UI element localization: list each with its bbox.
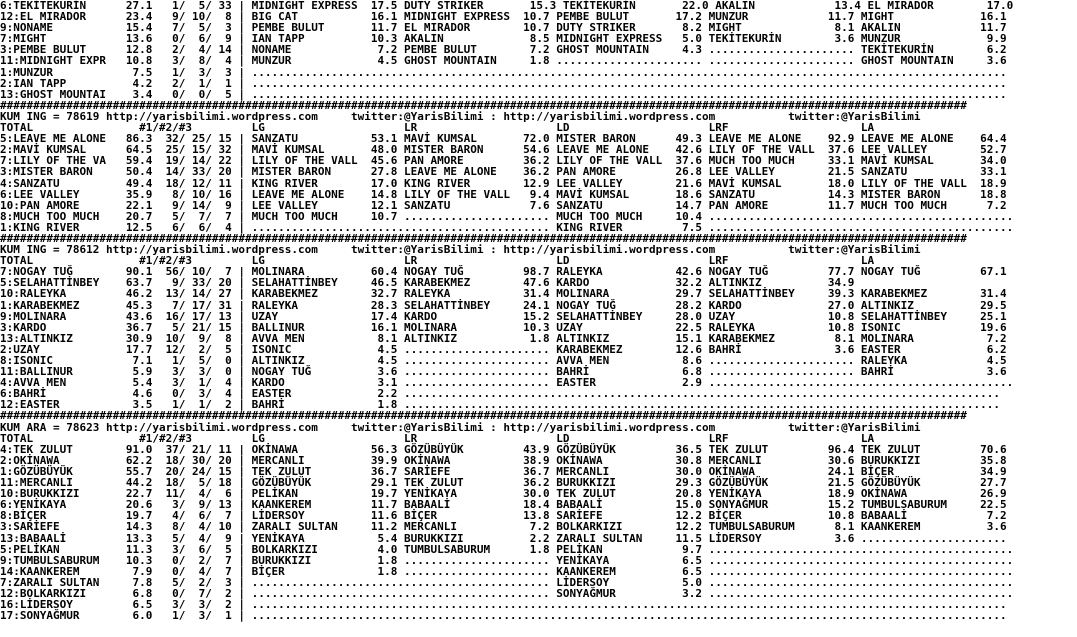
horse-row: 4:TEK ZULUT 91.0 37/ 21/ 11 | OKİNAWA 56.3 GÖZÜBÜYÜK 43.9 GÖZÜBÜYÜK 36.5 TEK ZULUT 96.4 TEK ZULUT 70.6 bbox=[0, 442, 1007, 456]
section-divider: ################################################################################################################################################## bbox=[0, 98, 967, 112]
horse-row: 3:SARİEFE 14.3 8/ 4/ 10 | ZARALI SULTAN 11.2 MERCANLI 7.2 BOLKARKIZI 12.2 TUMBULSABURUM 8.1 KAANKEREM 3.6 bbox=[0, 520, 1007, 534]
horse-row: 16:LİDERSOY 6.5 3/ 3/ 2 | .................................................................................................................. bbox=[0, 598, 1007, 612]
horse-row: 3:KARDO 36.7 5/ 21/ 15 | BALLINUR 16.1 MOLINARA 10.3 UZAY 22.5 RALEYKA 10.8 ISONIC 19.6 bbox=[0, 320, 1007, 334]
horse-row: 17:SONYAĞMUR 6.0 1/ 3/ 1 | .................................................................................................................. bbox=[0, 609, 1007, 623]
race-header: KUM ARA = 78623 http://yarisbilimi.wordpress.com twitter:@YarisBilimi : http://yarisbilimi.wordpress.com twitter:@YarisBilimi bbox=[0, 420, 921, 434]
horse-row: 6:TEKİTEKURİN 27.1 1/ 5/ 33 | MIDNIGHT EXPRESS 17.5 DUTY STRIKER 15.3 TEKİTEKURİN 22.0 AKALIN 13.4 EL MIRADOR 17.0 bbox=[0, 0, 1014, 12]
horse-row: 8:MUCH TOO MUCH 20.7 5/ 7/ 7 | MUCH TOO MUCH 10.7 ...................... MUCH TOO MUCH 10.4 .............................................. bbox=[0, 209, 1014, 223]
horse-row: 8:ISONIC 7.1 1/ 5/ 0 | ALTINKIZ 4.5 ...................... AVVA MEN 8.6 ...................... RALEYKA 4.5 bbox=[0, 354, 1007, 367]
horse-row: 8:BİÇER 19.7 4/ 6/ 7 | LİDERSOY 11.6 BİÇER 13.8 SARİEFE 12.2 BİÇER 10.8 BABAALİ 7.2 bbox=[0, 509, 1007, 523]
horse-row: 6:BAHRİ 4.6 0/ 3/ 4 | EASTER 2.2 .......................................................................................... bbox=[0, 387, 1001, 401]
horse-row: 3:MISTER BARON 50.4 14/ 33/ 20 | MISTER BARON 27.8 LEAVE ME ALONE 36.2 PAN AMORE 26.8 LEE VALLEY 21.5 SANZATU 33.1 bbox=[0, 165, 1007, 179]
horse-row: 4:AVVA MEN 5.4 3/ 1/ 4 | KARDO 3.1 ...................... EASTER 2.9 .............................................. bbox=[0, 376, 1014, 390]
horse-row: 12:EL MIRADOR 23.4 9/ 10/ 8 | BIG CAT 16.1 MIDNIGHT EXPRESS 10.7 PEMBE BULUT 17.2 MUNZUR 11.7 MIGHT 16.1 bbox=[0, 10, 1007, 24]
horse-row: 14:KAANKEREM 7.9 0/ 4/ 7 | BİÇER 1.8 ...................... KAANKEREM 6.5 .............................................. bbox=[0, 564, 1014, 578]
horse-row: 1:MUNZUR 7.5 1/ 3/ 3 | .................................................................................................................. bbox=[0, 65, 1007, 79]
section-divider: ################################################################################################################################################## bbox=[0, 231, 967, 245]
horse-row: 9:TUMBULSABURUM 10.3 0/ 2/ 7 | BURUKKIZI 1.8 ...................... YENİKAYA 6.5 .............................................. bbox=[0, 553, 1014, 567]
horse-row: 11:BALLINUR 5.9 3/ 3/ 0 | NOGAY TUĞ 3.6 ...................... BAHRİ 6.8 ...................... BAHRİ 3.6 bbox=[0, 365, 1007, 379]
horse-row: 10:RALEYKA 46.2 13/ 14/ 27 | KARABEKMEZ 32.7 RALEYKA 31.4 MOLINARA 29.7 SELAHATTİNBEY 39.3 KARABEKMEZ 31.4 bbox=[0, 287, 1007, 301]
horse-row: 10:BURUKKIZI 22.7 11/ 4/ 6 | PELİKAN 19.7 YENİKAYA 30.0 TEK ZULUT 20.8 YENİKAYA 18.9 OKİNAWA 26.9 bbox=[0, 487, 1007, 501]
horse-row: 7:MIGHT 13.6 0/ 6/ 9 | IAN TAPP 10.3 AKALIN 8.5 MIDNIGHT EXPRESS 5.0 TEKİTEKURİN 3.6 MUNZUR 9.9 bbox=[0, 32, 1007, 46]
race-header: KUM ING = 78612 http://yarisbilimi.wordpress.com twitter:@YarisBilimi : http://yarisbilimi.wordpress.com twitter:@YarisBilimi bbox=[0, 243, 921, 257]
horse-row: 6:LEE VALLEY 35.9 8/ 10/ 16 | LEAVE ME ALONE 14.8 LILY OF THE VALL 9.4 MAVİ KUMSAL 18.6 SANZATU 14.3 MISTER BARON 18.8 bbox=[0, 187, 1007, 201]
column-header: TOTAL #1/#2/#3 LG LR LD LRF LA bbox=[0, 121, 875, 135]
horse-row: 7:NOGAY TUĞ 90.1 56/ 10/ 7 | MOLINARA 60.4 NOGAY TUĞ 98.7 RALEYKA 42.6 NOGAY TUĞ 77.7 NOGAY TUĞ 67.1 bbox=[0, 265, 1007, 279]
horse-row: 11:MERCANLI 44.2 18/ 5/ 18 | GÖZÜBÜYÜK 29.1 TEK ZULUT 36.2 BURUKKIZI 29.3 GÖZÜBÜYÜK 21.5 GÖZÜBÜYÜK 27.7 bbox=[0, 476, 1007, 490]
horse-row: 6:YENİKAYA 20.6 3/ 9/ 13 | KAANKEREM 11.7 BABAALİ 18.4 BABAALİ 15.0 SONYAĞMUR 15.2 TUMBULSABURUM 22.5 bbox=[0, 498, 1007, 512]
race-header: KUM ING = 78619 http://yarisbilimi.wordpress.com twitter:@YarisBilimi : http://yarisbilimi.wordpress.com twitter:@YarisBilimi bbox=[0, 109, 921, 123]
horse-row: 13:BABAALİ 13.3 5/ 4/ 9 | YENİKAYA 5.4 BURUKKIZI 2.2 ZARALI SULTAN 11.5 LİDERSOY 3.6 ...................... bbox=[0, 531, 1007, 545]
horse-row: 5:PELİKAN 11.3 3/ 6/ 5 | BOLKARKIZI 4.0 TUMBULSABURUM 1.8 PELİKAN 9.7 .............................................. bbox=[0, 542, 1014, 556]
horse-row: 11:MIDNIGHT EXPR 10.8 3/ 8/ 4 | MUNZUR 4.5 GHOST MOUNTAIN 1.8 ...................... ...................... GHOST MOUNTAIN 3.6 bbox=[0, 54, 1007, 68]
horse-row: 10:PAN AMORE 22.1 9/ 14/ 9 | LEE VALLEY 12.1 SANZATU 7.6 SANZATU 14.7 PAN AMORE 11.7 MUCH TOO MUCH 7.2 bbox=[0, 198, 1007, 212]
horse-row: 2:UZAY 17.7 12/ 2/ 5 | ISONIC 4.5 ...................... KARABEKMEZ 12.6 BAHRİ 3.6 EASTER 6.2 bbox=[0, 342, 1007, 356]
horse-row: 12:BOLKARKIZI 6.8 0/ 7/ 2 | ............................................. SONYAĞMUR 3.2 .............................................. bbox=[0, 586, 1014, 600]
horse-row: 13:ALTINKIZ 30.9 10/ 9/ 8 | AVVA MEN 8.1 ALTINKIZ 1.8 ALTINKIZ 15.1 KARABEKMEZ 8.1 MOLINARA 7.2 bbox=[0, 331, 1007, 345]
horse-row: 7:ZARALI SULTAN 7.8 5/ 2/ 3 | ............................................. LİDERSOY 5.0 .............................................. bbox=[0, 575, 1014, 589]
horse-row: 3:PEMBE BULUT 12.8 2/ 4/ 14 | NONAME 7.2 PEMBE BULUT 7.2 GHOST MOUNTAIN 4.3 ...................... TEKİTEKURİN 6.2 bbox=[0, 43, 1007, 57]
horse-row: 5:LEAVE ME ALONE 86.3 32/ 25/ 15 | SANZATU 53.1 MAVİ KUMSAL 72.0 MISTER BARON 49.3 LEAVE ME ALONE 92.9 LEAVE ME ALONE 64.4 bbox=[0, 132, 1007, 146]
section-divider: ################################################################################################################################################## bbox=[0, 409, 967, 423]
column-header: TOTAL #1/#2/#3 LG LR LD LRF LA bbox=[0, 254, 875, 268]
horse-row: 2:MAVİ KUMSAL 64.5 25/ 15/ 32 | MAVİ KUMSAL 48.0 MISTER BARON 54.6 LEAVE ME ALONE 42.6 LILY OF THE VALL 37.6 LEE VALLEY 52.7 bbox=[0, 143, 1007, 157]
horse-row: 7:LILY OF THE VA 59.4 19/ 14/ 22 | LILY OF THE VALL 45.6 PAN AMORE 36.2 LILY OF THE VALL 37.6 MUCH TOO MUCH 33.1 MAVİ KUMSAL 34.0 bbox=[0, 154, 1007, 168]
horse-row: 2:OKİNAWA 62.2 18/ 30/ 20 | MERCANLI 39.9 OKİNAWA 38.9 OKİNAWA 30.8 MERCANLI 30.6 BURUKKIZI 35.8 bbox=[0, 453, 1007, 467]
horse-row: 12:EASTER 3.5 1/ 1/ 2 | BAHRİ 1.8 .......................................................................................... bbox=[0, 398, 1001, 412]
horse-row: 1:GÖZÜBÜYÜK 55.7 20/ 24/ 15 | TEK ZULUT 36.7 SARİEFE 36.7 MERCANLI 30.0 OKİNAWA 24.1 BİÇER 34.9 bbox=[0, 464, 1007, 478]
horse-row: 9:NONAME 15.4 7/ 5/ 3 | PEMBE BULUT 11.7 EL MIRADOR 10.7 DUTY STRIKER 8.2 MIGHT 8.1 AKALIN 11.7 bbox=[0, 21, 1007, 35]
horse-row: 9:MOLINARA 43.6 16/ 17/ 13 | UZAY 17.4 KARDO 15.2 SELAHATTİNBEY 28.0 UZAY 10.8 SELAHATTİNBEY 25.1 bbox=[0, 309, 1007, 323]
horse-row: 5:SELAHATTİNBEY 63.7 9/ 33/ 20 | SELAHATTİNBEY 46.5 KARABEKMEZ 47.6 KARDO 32.2 ALTINKIZ 34.9 bbox=[0, 276, 855, 290]
horse-row: 1:KARABEKMEZ 45.3 7/ 17/ 31 | RALEYKA 28.3 SELAHATTİNBEY 24.1 NOGAY TUĞ 28.2 KARDO 27.0 ALTINKIZ 29.5 bbox=[0, 298, 1007, 312]
horse-row: 1:KING RIVER 12.5 6/ 6/ 4 | ............................................. KING RIVER 7.5 .............................................. bbox=[0, 220, 1014, 234]
horse-row: 2:IAN TAPP 4.2 2/ 1/ 1 | .................................................................................................................. bbox=[0, 76, 1007, 90]
horse-row: 4:SANZATU 49.4 18/ 12/ 11 | KING RIVER 17.0 KING RIVER 12.9 LEE VALLEY 21.6 MAVİ KUMSAL 18.0 LILY OF THE VALL 18.9 bbox=[0, 176, 1007, 190]
horse-row: 13:GHOST MOUNTAI 3.4 0/ 0/ 5 | .................................................................................................................. bbox=[0, 87, 1007, 101]
column-header: TOTAL #1/#2/#3 LG LR LD LRF LA bbox=[0, 431, 875, 445]
